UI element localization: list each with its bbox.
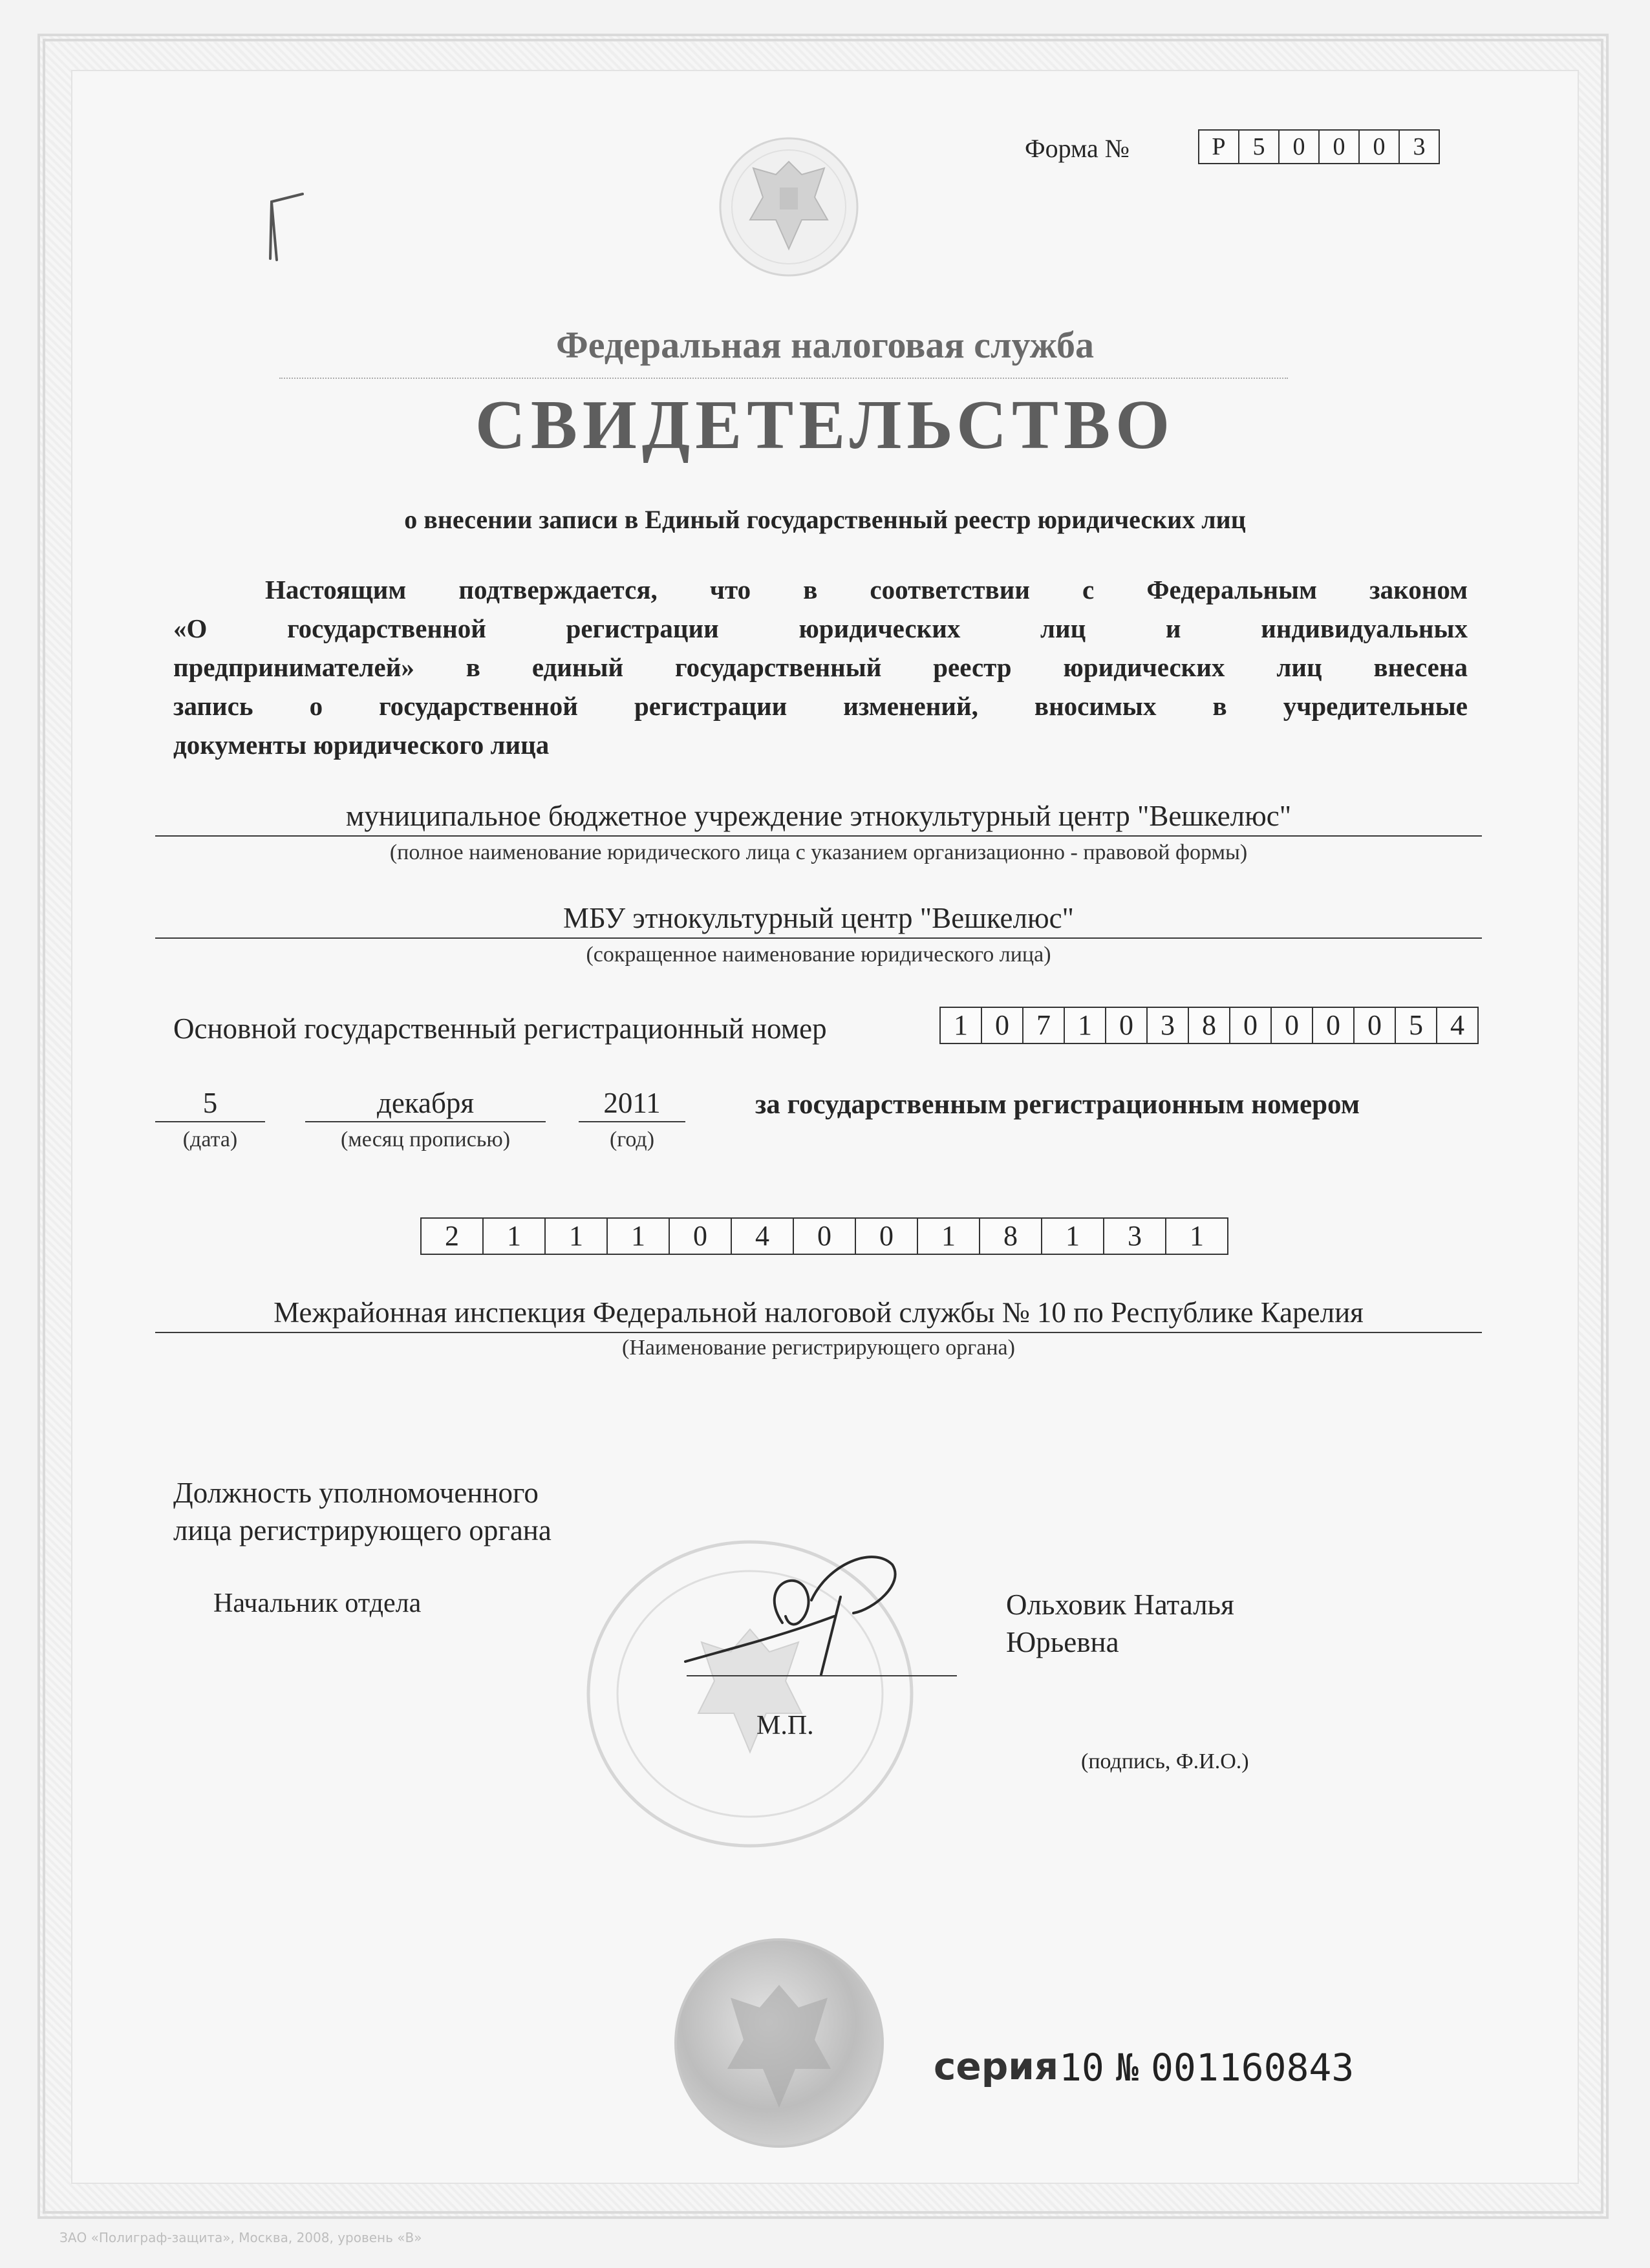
agency-divider: [279, 378, 1288, 379]
position-label-line1: Должность уполномоченного: [173, 1477, 539, 1509]
ogrn-digit: 4: [1436, 1007, 1479, 1044]
ogrn-digit: 1: [1064, 1007, 1106, 1044]
official-position: Начальник отдела: [213, 1589, 422, 1618]
agency-name: Федеральная налоговая служба: [555, 324, 1095, 366]
short-name-underline: [155, 937, 1482, 939]
form-number-digit: 3: [1398, 129, 1440, 164]
authority-underline: [155, 1332, 1482, 1333]
date-month-caption: (месяц прописью): [340, 1128, 511, 1151]
ogrn-digit: 0: [1353, 1007, 1396, 1044]
ogrn-digit: 0: [1229, 1007, 1272, 1044]
form-number-digit: 0: [1318, 129, 1360, 164]
ogrn-label: Основной государственный регистрационный номер: [173, 1012, 827, 1045]
ogrn-digit: 0: [1270, 1007, 1313, 1044]
ogrn-digit: 0: [1105, 1007, 1148, 1044]
certificate-title: СВИДЕТЕЛЬСТВО: [475, 387, 1175, 464]
ogrn-digit: 0: [981, 1007, 1023, 1044]
grn-digit: 1: [482, 1217, 546, 1255]
form-number-digit: 5: [1238, 129, 1280, 164]
grn-digit: 2: [420, 1217, 484, 1255]
body-line-1: Настоящим подтверждается, что в соответствии с Федеральным законом: [265, 575, 1468, 604]
signature-caption: (подпись, Ф.И.О.): [1081, 1749, 1249, 1773]
serial-number-sign: №: [1116, 2046, 1139, 2090]
serial-series: 10: [1059, 2046, 1104, 2090]
signature-line: [687, 1675, 957, 1676]
form-number-digit: 0: [1358, 129, 1400, 164]
grn-digit: 4: [731, 1217, 794, 1255]
grn-digit: 1: [917, 1217, 980, 1255]
serial-prefix: серия: [934, 2044, 1059, 2088]
date-year-underline: [579, 1121, 685, 1122]
form-number-boxes: [1199, 129, 1440, 164]
date-year: 2011: [603, 1087, 661, 1119]
certificate-subtitle: о внесении записи в Единый государственный реестр юридических лиц: [404, 505, 1246, 534]
official-name-line2: Юрьевна: [1006, 1626, 1119, 1658]
body-line-4: запись о государственной регистрации изменений, вносимых в учредительные: [173, 691, 1468, 721]
ogrn-boxes: [941, 1007, 1479, 1044]
body-line-5: документы юридического лица: [173, 730, 550, 760]
full-name-value: муниципальное бюджетное учреждение этнокультурный центр "Вешкелюс": [345, 800, 1292, 832]
grn-digit: 1: [606, 1217, 670, 1255]
full-name-caption: (полное наименование юридического лица с указанием организационно - правовой формы): [389, 840, 1248, 864]
grn-intro-text: за государственным регистрационным номером: [755, 1089, 1360, 1120]
official-name-line1: Ольховик Наталья: [1006, 1589, 1234, 1621]
date-year-caption: (год): [609, 1128, 655, 1151]
form-number-digit: 0: [1278, 129, 1320, 164]
stamp-place: М.П.: [756, 1711, 814, 1740]
date-day-caption: (дата): [182, 1128, 238, 1151]
handwritten-mark: [259, 187, 330, 272]
grn-boxes: [422, 1217, 1228, 1255]
grn-digit: 1: [1041, 1217, 1104, 1255]
ogrn-digit: 8: [1188, 1007, 1230, 1044]
ogrn-digit: 0: [1312, 1007, 1355, 1044]
grn-digit: 3: [1103, 1217, 1166, 1255]
position-label-line2: лица регистрирующего органа: [173, 1514, 552, 1546]
body-line-3: предпринимателей» в единый государственный реестр юридических лиц внесена: [173, 652, 1468, 682]
official-signature: [679, 1539, 938, 1681]
grn-digit: 1: [544, 1217, 608, 1255]
printer-note: ЗАО «Полиграф-защита», Москва, 2008, уровень «В»: [59, 2230, 422, 2245]
date-month-underline: [305, 1121, 546, 1122]
embossed-seal: [669, 1933, 889, 2153]
ogrn-digit: 3: [1146, 1007, 1189, 1044]
date-day-underline: [155, 1121, 265, 1122]
ogrn-digit: 5: [1395, 1007, 1437, 1044]
short-name-value: МБУ этнокультурный центр "Вешкелюс": [563, 902, 1074, 934]
grn-digit: 0: [793, 1217, 856, 1255]
form-number-label: Форма №: [1025, 134, 1130, 163]
date-day: 5: [202, 1087, 218, 1119]
serial-number: 001160843: [1151, 2046, 1355, 2090]
coat-of-arms-emblem: [718, 123, 860, 291]
form-number-digit: Р: [1198, 129, 1239, 164]
short-name-caption: (сокращенное наименование юридического лица): [586, 943, 1051, 967]
grn-digit: 0: [669, 1217, 732, 1255]
authority-value: Межрайонная инспекция Федеральной налоговой службы № 10 по Республике Карелия: [273, 1296, 1364, 1329]
grn-digit: 1: [1165, 1217, 1228, 1255]
date-month: декабря: [376, 1087, 475, 1119]
ogrn-digit: 1: [939, 1007, 982, 1044]
ogrn-digit: 7: [1022, 1007, 1065, 1044]
full-name-underline: [155, 835, 1482, 837]
grn-digit: 0: [855, 1217, 918, 1255]
authority-caption: (Наименование регистрирующего органа): [622, 1336, 1015, 1360]
grn-digit: 8: [979, 1217, 1042, 1255]
body-line-2: «О государственной регистрации юридических лиц и индивидуальных: [173, 614, 1468, 643]
